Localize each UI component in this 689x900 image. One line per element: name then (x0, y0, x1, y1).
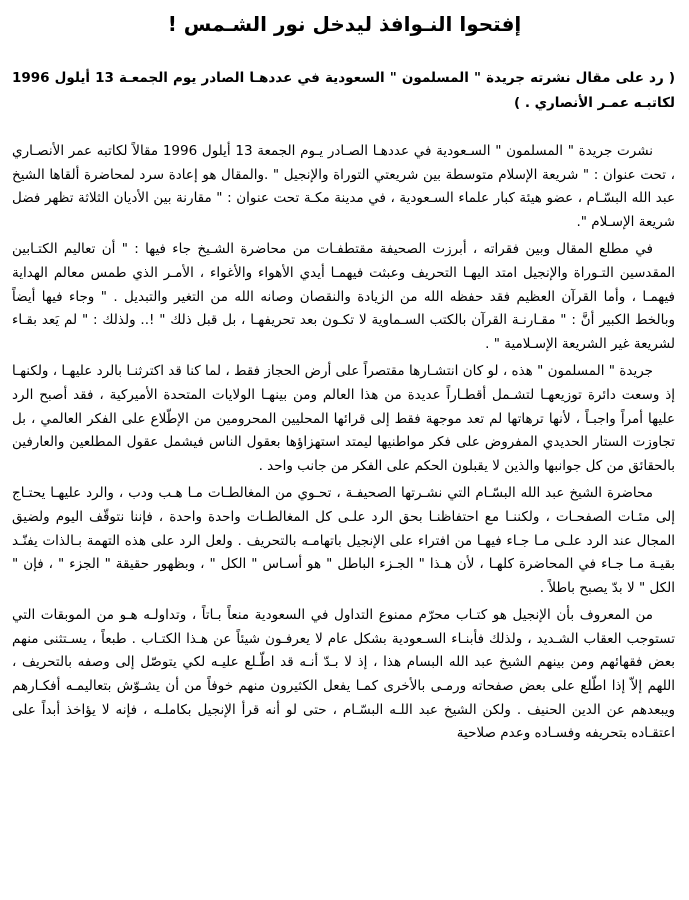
paragraph-3: جريدة " المسلمون " هذه ، لو كان انتشـارها مقتصراً على أرض الحجاز فقط ، لما كنا قد اكترثنـا بالرد عليهـا ، ولكنهـا إذ وسعت دائرة توزيعهـا لتشـمل أقطـاراً عديدة من هذا العالم ومن بينهـا الولايات المتحدة الأميركية ، فقد أصبح الرد عليها أمراً واجبـاً ، لأنها ترهاتها لم تعد موجهة فقط إلى قرائها المحليين المحرومين من الإطّلاع على الفكر العالمي ، بل تجاوزت الستار الحديدي المفروض على فكر مواطنيها ليمتد استهزاؤها بعقول الناس فيشمل عقول المطلعين والعارفين بالحقائق من كل جوانبها والذين لا يقبلون الحكم على الفكر من جانب واحد . (12, 363, 675, 474)
document-title: إفتحوا النـوافذ ليدخل نور الشـمس ! (167, 12, 522, 36)
paragraph-1: نشرت جريدة " المسلمون " السـعودية في عددهـا الصـادر يـوم الجمعة 13 أيلول 1996 مقالاً لكاتبه عمر الأنصـاري ، تحت عنوان : " شريعة الإسلام متوسطة بين شريعتي التوراة والإنجيل " .والمقال هو إعادة سرد لمحاضرة ألقاها الشيخ عبد الله البسّـام ، عضو هيئة كبار علماء السـعودية ، في مدينة مكـة تحت عنوان : " مقارنة بين الأديان الثلاثة تظهر فضل شريعة الإسـلام ". (12, 143, 675, 230)
paragraph-5: من المعروف بأن الإنجيل هو كتـاب محرّم ممنوع التداول في السعودية منعاً بـاتاً ، وتداولـه هـو من الموبقات التي تستوجب العقاب الشـديد ، ولذلك فأبنـاء السـعودية بشكل عام لا يعرفـون شيئاً عن هـذا الكتـاب . طبعاً ، يسـتثنى منهم بعض فقهائهم ومن بينهم الشيخ عبد الله البسام هذا ، إذ لا بـدّ أنـه قد اطّـلع عليـه لكي يتوصّل إلى وصفه بالتحريف ، اللهم إلاّ إذا اطّلع على بعض صفحاته ورمـى بالأخرى كمـا يفعل الكثيرون منهم خوفاً من أن يشـوّش بتعاليمـه أفكـارهم ويبعدهم عن الدين الحنيف . ولكن الشيخ عبد اللـه البسّـام ، حتى لو أنه قرأ الإنجيل بكاملـه ، فإنه لا يؤاخذ أبداً على اعتقـاده بتحريفه وفسـاده وعدم صلاحية (12, 607, 675, 742)
document-body (12, 140, 675, 750)
document-intro: ( رد على مقال نشرته جريدة " المسلمون " السعودية في عددهـا الصادر يوم الجمعـة 13 أيلول 1996 لكاتبـه عمـر الأنصاري . ) (12, 70, 675, 111)
paragraph-2: في مطلع المقال وبين فقراته ، أبرزت الصحيفة مقتطفـات من محاضرة الشـيخ جاء فيها : " أن تعاليم الكتـابين المقدسين التـوراة والإنجيل امتد اليهـا التحريف وعبثت فيهمـا أيدي الأهواء والأغواء ، الأمـر الذي طمس معالم الهداية فيهمـا ، وأما القرآن العظيم فقد حفظه الله من الزيادة والنقصان وصانه الله من التغير والتبديل . " وجاء فيها أيضاً وبالخط الكبير أنَّ : " مقـارنـة القرآن بالكتب السـماوية لا تكـون بعد تحريفهـا ، بل قبل ذلك " !.. ولذلك : " لم يَعد بقـاء لشريعة غير الشريعة الإسـلامية " . (12, 241, 675, 352)
paragraph-4: محاضرة الشيخ عبد الله البسّـام التي نشـرتها الصحيفـة ، تحـوي من المغالطـات مـا هـب ودب ، والرد عليهـا يحتـاج إلى مئـات الصفحـات ، ولكننـا مع احتفاظنـا بحق الرد علـى كل المغالطـات واحدة واحدة ، فإننا نتوقّف اليوم ولضيق المجال عند الرد علـى مـا جـاء فيهـا من افتراء على الإنجيل باتهامـه بالتحريف . ولعل الرد على هذه التهمة بـالذات يفنّـد بقيـة مـا جـاء في المحاضرة كلهـا ، لأن هـذا " الجـزء الباطل " هو أسـاس " الكل " ، وبظهور حقيقة " الجزء " ، فإن " الكل " لا بدّ يصبح باطلاً . (12, 485, 675, 596)
